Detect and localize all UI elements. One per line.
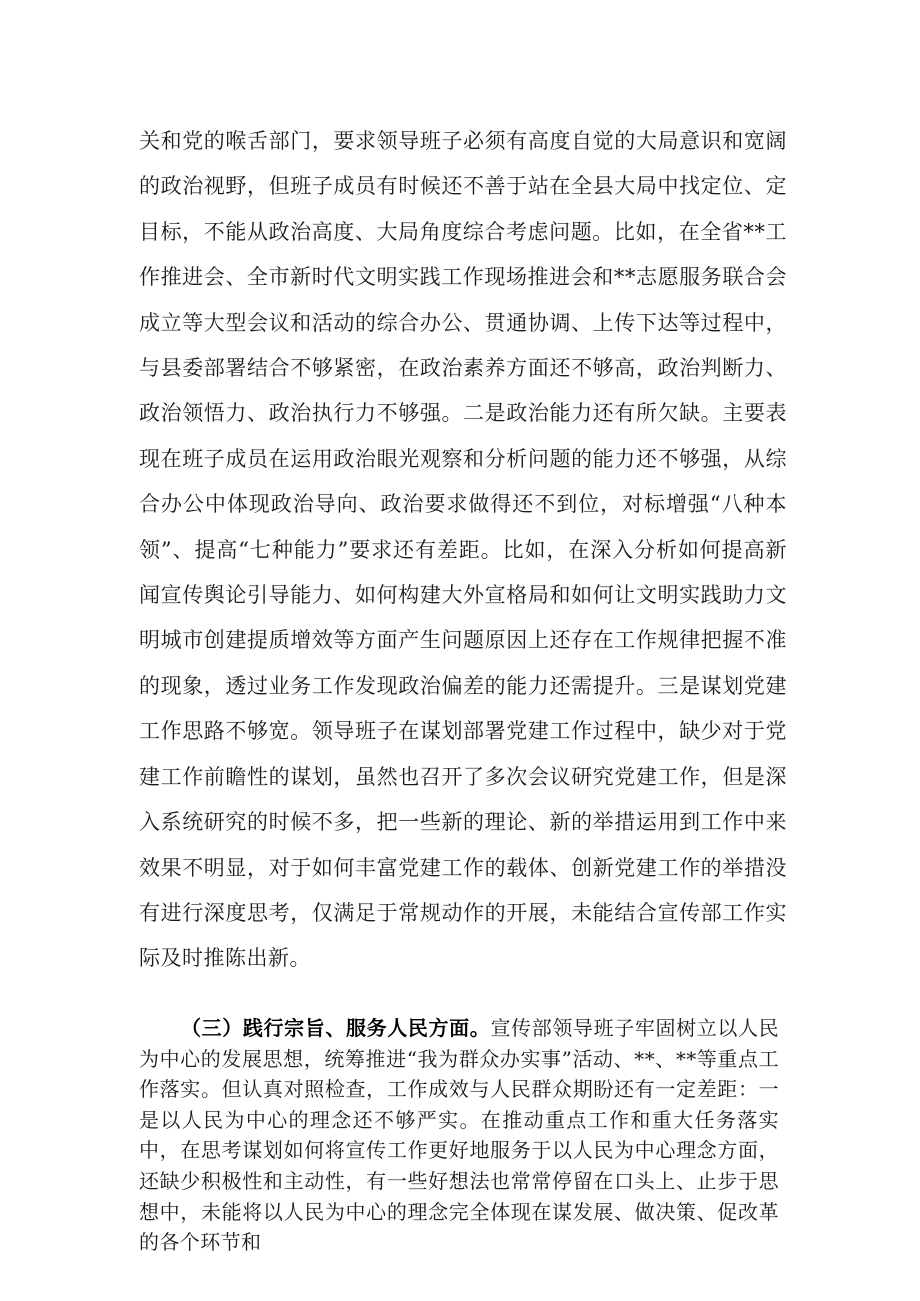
section-heading: （三）践行宗旨、服务人民方面。	[181, 1016, 491, 1040]
body-paragraph-1: 关和党的喉舌部门，要求领导班子必须有高度自觉的大局意识和宽阔的政治视野，但班子成员有时候还不善于站在全县大局中找定位、定目标，不能从政治高度、大局角度综合考虑问题。比如，在全省**工作推进会、全市新时代文明实践工作现场推进会和**志愿服务联合会成立等大型会议和活动的综合办公、贯通协调、上传下达等过程中，与县委部署结合不够紧密，在政治素养方面还不够高，政治判断力、政治领悟力、政治执行力不够强。二是政治能力还有所欠缺。主要表现在班子成员在运用政治眼光观察和分析问题的能力还不够强，从综合办公中体现政治导向、政治要求做得还不到位，对标增强“八种本领”、提高“七种能力”要求还有差距。比如，在深入分析如何提高新闻宣传舆论引导能力、如何构建大外宣格局和如何让文明实践助力文明城市创建提质增效等方面产生问题原因上还存在工作规律把握不准的现象，透过业务工作发现政治偏差的能力还需提升。三是谋划党建工作思路不够宽。领导班子在谋划部署党建工作过程中，缺少对于党建工作前瞻性的谋划，虽然也召开了多次会议研究党建工作，但是深入系统研究的时候不多，把一些新的理论、新的举措运用到工作中来效果不明显，对于如何丰富党建工作的载体、创新党建工作的举措没有进行深度思考，仅满足于常规动作的开展，未能结合宣传部工作实际及时推陈出新。	[139, 129, 787, 971]
section-body-text: 宣传部领导班子牢固树立以人民为中心的发展思想，统筹推进“我为群众办实事”活动、**、**等重点工作落实。但认真对照检查，工作成效与人民群众期盼还有一定差距：一是以人民为中心的理念还不够严实。在推动重点工作和重大任务落实中，在思考谋划如何将宣传工作更好地服务于以人民为中心理念方面，还缺少积极性和主动性，有一些好想法也常常停留在口头上、止步于思想中，未能将以人民为中心的理念完全体现在谋发展、做决策、促改革的各个环节和	[139, 1016, 780, 1255]
body-paragraph-2	[139, 1013, 779, 1258]
